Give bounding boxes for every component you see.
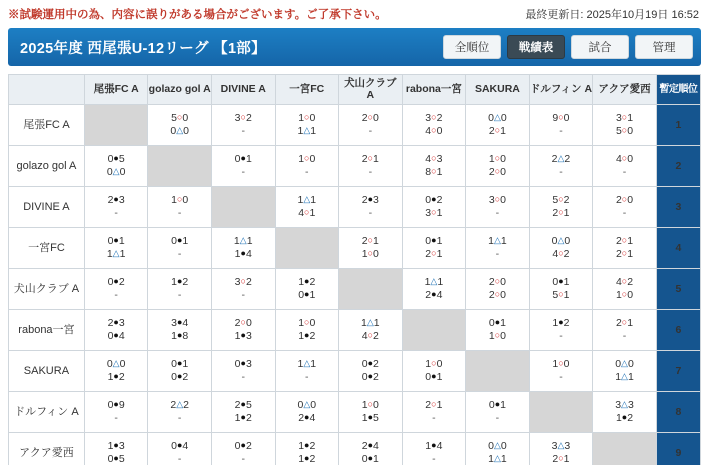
page-title: 2025年度 西尾張U-12リーグ 【1部】 [20, 40, 266, 57]
match-score-line: 4○2 [552, 248, 570, 260]
match-score-line: 1●2 [298, 439, 316, 452]
match-result-cell[interactable] [211, 310, 275, 351]
match-score-line: 0●1 [488, 316, 506, 329]
match-score-line: 1○0 [552, 357, 570, 370]
match-score-line: 1○0 [361, 398, 379, 411]
table-row [9, 105, 701, 146]
match-result-cell[interactable] [466, 187, 530, 228]
match-score-line: 1△1 [615, 371, 634, 383]
match-score-line: - [305, 371, 309, 383]
team-name-cell[interactable]: rabona一宮 [9, 310, 85, 351]
match-score-line: 1○0 [171, 193, 189, 206]
rank-cell: 3 [656, 187, 700, 228]
opponent-column-header: SAKURA [466, 75, 530, 105]
table-row [9, 351, 701, 392]
match-result-cell[interactable] [529, 351, 593, 392]
match-score-line: 0△0 [170, 125, 189, 137]
match-result-cell[interactable] [529, 433, 593, 465]
match-score-line: 2○0 [615, 193, 634, 206]
match-result-cell[interactable] [593, 105, 657, 146]
match-score-line: 2○1 [361, 152, 379, 165]
tab-matches[interactable]: 試合 [571, 35, 629, 59]
match-score-line: 2○1 [425, 398, 443, 411]
match-score-line: 2△2 [551, 152, 571, 165]
match-result-cell[interactable] [593, 187, 657, 228]
match-result-cell[interactable] [84, 269, 148, 310]
match-score-line: - [622, 330, 627, 342]
opponent-column-header: ドルフィン A [529, 75, 593, 105]
match-score-line: 1○0 [488, 152, 506, 165]
match-score-line: 1○0 [488, 330, 506, 342]
tab-results-table[interactable]: 戦績表 [507, 35, 565, 59]
match-score-line: 1●8 [171, 330, 189, 342]
view-tab-group [443, 35, 693, 59]
match-score-line: 0●1 [298, 289, 316, 301]
match-score-line: 0●2 [107, 275, 125, 288]
match-result-cell[interactable] [339, 105, 403, 146]
diagonal-blank-cell [466, 351, 530, 392]
match-result-cell[interactable] [466, 228, 530, 269]
match-score-line: 4○2 [615, 275, 634, 288]
match-result-cell[interactable] [339, 433, 403, 465]
match-score-line: 2○1 [615, 248, 634, 260]
diagonal-blank-cell [84, 105, 148, 146]
match-score-line: 0●2 [425, 193, 443, 206]
match-score-line: 4○1 [298, 207, 316, 219]
match-score-line: 3○1 [615, 111, 634, 124]
match-score-line: 0●1 [107, 234, 125, 247]
match-result-cell[interactable] [84, 351, 148, 392]
match-score-line: 0●1 [361, 453, 379, 465]
match-result-cell[interactable] [148, 269, 212, 310]
match-score-line: 2○1 [552, 207, 570, 219]
match-score-line: 1●3 [234, 330, 252, 342]
match-score-line: - [241, 453, 245, 465]
match-score-line: - [495, 207, 500, 219]
match-score-line: - [177, 248, 182, 260]
match-result-cell[interactable] [593, 228, 657, 269]
match-result-cell[interactable] [339, 187, 403, 228]
opponent-column-header: rabona一宮 [402, 75, 466, 105]
header-row [9, 75, 701, 105]
table-header [9, 75, 701, 105]
match-result-cell[interactable] [593, 392, 657, 433]
diagonal-blank-cell [148, 146, 212, 187]
match-result-cell[interactable] [402, 351, 466, 392]
opponent-column-header: 犬山クラブ A [339, 75, 403, 105]
match-score-line: 1△1 [424, 275, 444, 288]
match-result-cell[interactable] [211, 351, 275, 392]
match-score-line: 4○0 [425, 125, 443, 137]
match-score-line: 0●1 [488, 398, 506, 411]
team-name-cell[interactable]: ドルフィン A [9, 392, 85, 433]
match-score-line: 2●5 [234, 398, 252, 411]
match-score-line: 2○1 [615, 316, 634, 329]
match-score-line: 0●9 [107, 398, 125, 411]
match-score-line: 9○0 [552, 111, 570, 124]
match-score-line: 1●2 [107, 371, 125, 383]
match-score-line: 2△2 [170, 398, 189, 411]
tab-admin[interactable]: 管理 [635, 35, 693, 59]
match-result-cell[interactable] [148, 310, 212, 351]
diagonal-blank-cell [593, 433, 657, 465]
match-score-line: 3○2 [234, 275, 252, 288]
match-result-cell[interactable] [275, 269, 339, 310]
table-row [9, 228, 701, 269]
table-row [9, 392, 701, 433]
match-result-cell[interactable] [466, 392, 530, 433]
match-score-line: 0●1 [425, 371, 443, 383]
team-name-cell[interactable]: アクア愛西 [9, 433, 85, 465]
rank-cell: 8 [656, 392, 700, 433]
match-result-cell[interactable] [84, 187, 148, 228]
match-result-cell[interactable] [339, 310, 403, 351]
table-row [9, 269, 701, 310]
notice-left [8, 6, 387, 22]
match-result-cell[interactable] [402, 187, 466, 228]
match-result-cell[interactable] [529, 269, 593, 310]
match-score-line: 1△1 [297, 125, 317, 137]
match-score-line: 3△3 [615, 398, 634, 411]
standings-table-wrap [8, 74, 701, 465]
match-result-cell[interactable] [402, 433, 466, 465]
match-result-cell[interactable] [593, 269, 657, 310]
match-result-cell[interactable] [211, 146, 275, 187]
rank-column-header: 暫定順位 [656, 75, 700, 105]
match-score-line: 2○0 [488, 166, 506, 178]
match-score-line: 2●3 [361, 193, 379, 206]
match-score-line: 0●1 [425, 234, 443, 247]
match-score-line: 1●4 [234, 248, 252, 260]
match-score-line: 0●1 [171, 357, 189, 370]
table-row [9, 187, 701, 228]
match-score-line: 4○3 [425, 152, 443, 165]
diagonal-blank-cell [211, 187, 275, 228]
match-score-line: 0△0 [106, 357, 126, 370]
match-result-cell[interactable] [275, 105, 339, 146]
match-score-line: 1●3 [107, 439, 125, 452]
match-score-line: - [177, 453, 182, 465]
match-score-line: 1△1 [361, 316, 380, 329]
match-score-line: - [177, 207, 182, 219]
match-score-line: 1○0 [298, 111, 316, 124]
match-score-line: 2●3 [107, 193, 125, 206]
rank-cell: 1 [656, 105, 700, 146]
match-result-cell[interactable] [466, 269, 530, 310]
match-score-line: 1○0 [298, 316, 316, 329]
match-score-line: 1●2 [298, 275, 316, 288]
match-result-cell[interactable] [211, 433, 275, 465]
notice-bar [0, 0, 709, 26]
table-row [9, 433, 701, 465]
team-name-cell[interactable]: 一宮FC [9, 228, 85, 269]
match-result-cell[interactable] [339, 351, 403, 392]
match-score-line: 1○0 [425, 357, 443, 370]
rank-cell: 5 [656, 269, 700, 310]
match-score-line: 2○0 [488, 275, 506, 288]
match-result-cell[interactable] [529, 310, 593, 351]
match-score-line: - [241, 289, 245, 301]
match-score-line: - [622, 207, 627, 219]
results-matrix-table [8, 74, 701, 465]
match-result-cell[interactable] [211, 269, 275, 310]
match-score-line: 3○0 [488, 193, 506, 206]
match-score-line: 1●4 [425, 439, 443, 452]
match-score-line: - [495, 248, 500, 260]
match-score-line: - [305, 166, 309, 178]
match-result-cell[interactable] [84, 392, 148, 433]
table-row [9, 310, 701, 351]
match-score-line: - [368, 166, 373, 178]
match-score-line: - [241, 371, 245, 383]
match-result-cell[interactable] [84, 228, 148, 269]
team-name-cell[interactable]: 犬山クラブ A [9, 269, 85, 310]
match-score-line: 1●2 [171, 275, 189, 288]
match-result-cell[interactable] [84, 310, 148, 351]
match-score-line: - [368, 207, 373, 219]
match-result-cell[interactable] [466, 105, 530, 146]
match-result-cell[interactable] [211, 392, 275, 433]
table-corner-cell [9, 75, 85, 105]
match-score-line: - [559, 371, 563, 383]
match-score-line: 1○0 [361, 248, 379, 260]
match-score-line: 1△1 [106, 248, 126, 260]
match-result-cell[interactable] [211, 105, 275, 146]
match-score-line: - [114, 289, 118, 301]
match-score-line: 3●4 [171, 316, 189, 329]
match-score-line: 1△1 [233, 234, 253, 247]
match-result-cell[interactable] [529, 146, 593, 187]
match-result-cell[interactable] [275, 392, 339, 433]
diagonal-blank-cell [339, 269, 403, 310]
match-result-cell[interactable] [275, 146, 339, 187]
match-score-line: 1●2 [298, 453, 316, 465]
match-result-cell[interactable] [211, 228, 275, 269]
match-score-line: - [495, 412, 500, 424]
trial-notice-text: ※試験運用中の為、内容に誤りがある場合がございます。ご了承下さい。 [8, 9, 387, 21]
match-score-line: 0●4 [107, 330, 125, 342]
match-result-cell[interactable] [402, 146, 466, 187]
match-result-cell[interactable] [402, 105, 466, 146]
match-score-line: 0●2 [361, 371, 379, 383]
match-score-line: 2○1 [361, 234, 379, 247]
team-name-cell[interactable]: DIVINE A [9, 187, 85, 228]
rank-cell: 2 [656, 146, 700, 187]
match-score-line: 3○1 [425, 207, 443, 219]
team-name-cell[interactable]: SAKURA [9, 351, 85, 392]
match-score-line: 0●1 [234, 152, 252, 165]
match-result-cell[interactable] [339, 228, 403, 269]
match-score-line: - [177, 412, 182, 424]
match-result-cell[interactable] [593, 310, 657, 351]
match-score-line: 2●3 [107, 316, 125, 329]
last-updated-label: 最終更新日: 2025年10月19日 16:52 [525, 9, 699, 21]
match-score-line: 0●2 [171, 371, 189, 383]
league-title-bar [8, 28, 701, 66]
match-result-cell[interactable] [402, 269, 466, 310]
match-result-cell[interactable] [148, 392, 212, 433]
opponent-column-header: DIVINE A [211, 75, 275, 105]
match-score-line: - [177, 289, 182, 301]
match-score-line: 0△0 [297, 398, 317, 411]
match-result-cell[interactable] [84, 146, 148, 187]
match-score-line: 0△0 [551, 234, 571, 247]
match-score-line: 0●4 [171, 439, 189, 452]
match-score-line: 0●2 [361, 357, 379, 370]
match-result-cell[interactable] [275, 310, 339, 351]
match-score-line: 0●5 [107, 152, 125, 165]
match-score-line: 1●2 [615, 412, 634, 424]
match-score-line: 3○2 [425, 111, 443, 124]
match-result-cell[interactable] [148, 351, 212, 392]
match-result-cell[interactable] [148, 187, 212, 228]
rank-cell: 6 [656, 310, 700, 351]
match-score-line: 5○0 [615, 125, 634, 137]
match-score-line: 4○0 [615, 152, 634, 165]
match-result-cell[interactable] [466, 433, 530, 465]
match-score-line: 5○1 [552, 289, 570, 301]
opponent-column-header: アクア愛西 [593, 75, 657, 105]
match-result-cell[interactable] [593, 146, 657, 187]
match-result-cell[interactable] [148, 228, 212, 269]
match-result-cell[interactable] [529, 105, 593, 146]
match-score-line: 2●4 [425, 289, 443, 301]
match-result-cell[interactable] [339, 146, 403, 187]
match-score-line: 5○0 [171, 111, 189, 124]
match-score-line: 1●2 [552, 316, 570, 329]
match-score-line: 1●2 [234, 412, 252, 424]
match-score-line: 1△1 [297, 357, 317, 370]
match-result-cell[interactable] [148, 433, 212, 465]
match-score-line: 1●2 [298, 330, 316, 342]
match-score-line: 0△0 [106, 166, 126, 178]
match-score-line: 0●2 [234, 439, 252, 452]
match-score-line: - [114, 412, 118, 424]
table-row [9, 146, 701, 187]
diagonal-blank-cell [275, 228, 339, 269]
match-score-line: - [559, 125, 563, 137]
match-score-line: 2○0 [488, 289, 506, 301]
match-score-line: - [368, 125, 373, 137]
match-score-line: 1○0 [615, 289, 634, 301]
match-score-line: 5○2 [552, 193, 570, 206]
match-score-line: 2●4 [361, 439, 379, 452]
match-score-line: 3○2 [234, 111, 252, 124]
table-body [9, 105, 701, 465]
diagonal-blank-cell [529, 392, 593, 433]
match-result-cell[interactable] [402, 228, 466, 269]
opponent-column-header: 一宮FC [275, 75, 339, 105]
match-score-line: 1○0 [298, 152, 316, 165]
match-score-line: 0△0 [615, 357, 634, 370]
match-score-line: 2○0 [361, 111, 379, 124]
match-result-cell[interactable] [275, 433, 339, 465]
match-score-line: - [241, 166, 245, 178]
match-result-cell[interactable] [466, 146, 530, 187]
match-score-line: 2○1 [425, 248, 443, 260]
match-score-line: - [622, 166, 627, 178]
match-score-line: - [241, 125, 245, 137]
match-result-cell[interactable] [529, 228, 593, 269]
match-score-line: - [114, 207, 118, 219]
match-score-line: 0●1 [171, 234, 189, 247]
match-score-line: 2○1 [488, 125, 506, 137]
team-name-cell[interactable]: golazo gol A [9, 146, 85, 187]
match-score-line: 1△1 [488, 234, 507, 247]
match-score-line: 1△1 [297, 193, 317, 206]
match-score-line: 0●1 [552, 275, 570, 288]
rank-cell: 9 [656, 433, 700, 465]
match-result-cell[interactable] [593, 351, 657, 392]
rank-cell: 7 [656, 351, 700, 392]
match-result-cell[interactable] [466, 310, 530, 351]
opponent-column-header: 尾張FC A [84, 75, 148, 105]
match-score-line: - [432, 412, 436, 424]
match-score-line: 2●4 [298, 412, 316, 424]
match-score-line: 2○1 [615, 234, 634, 247]
match-score-line: 1●5 [361, 412, 379, 424]
match-score-line: - [432, 453, 436, 465]
match-result-cell[interactable] [529, 187, 593, 228]
opponent-column-header: golazo gol A [148, 75, 212, 105]
match-result-cell[interactable] [275, 187, 339, 228]
match-result-cell[interactable] [402, 392, 466, 433]
match-score-line: 4○2 [361, 330, 379, 342]
match-score-line: - [559, 330, 563, 342]
match-score-line: 2○0 [234, 316, 252, 329]
match-result-cell[interactable] [148, 105, 212, 146]
team-name-cell[interactable]: 尾張FC A [9, 105, 85, 146]
match-score-line: 0●3 [234, 357, 252, 370]
match-result-cell[interactable] [84, 433, 148, 465]
match-result-cell[interactable] [339, 392, 403, 433]
diagonal-blank-cell [402, 310, 466, 351]
match-score-line: 2○1 [552, 453, 570, 465]
match-score-line: 3△3 [551, 439, 571, 452]
match-score-line: 0△0 [488, 439, 507, 452]
rank-cell: 4 [656, 228, 700, 269]
match-score-line: 0△0 [488, 111, 507, 124]
match-result-cell[interactable] [275, 351, 339, 392]
match-score-line: 1△1 [488, 453, 507, 465]
tab-all-ranks[interactable]: 全順位 [443, 35, 501, 59]
match-score-line: - [559, 166, 563, 178]
match-score-line: 8○1 [425, 166, 443, 178]
match-score-line: 0●5 [107, 453, 125, 465]
